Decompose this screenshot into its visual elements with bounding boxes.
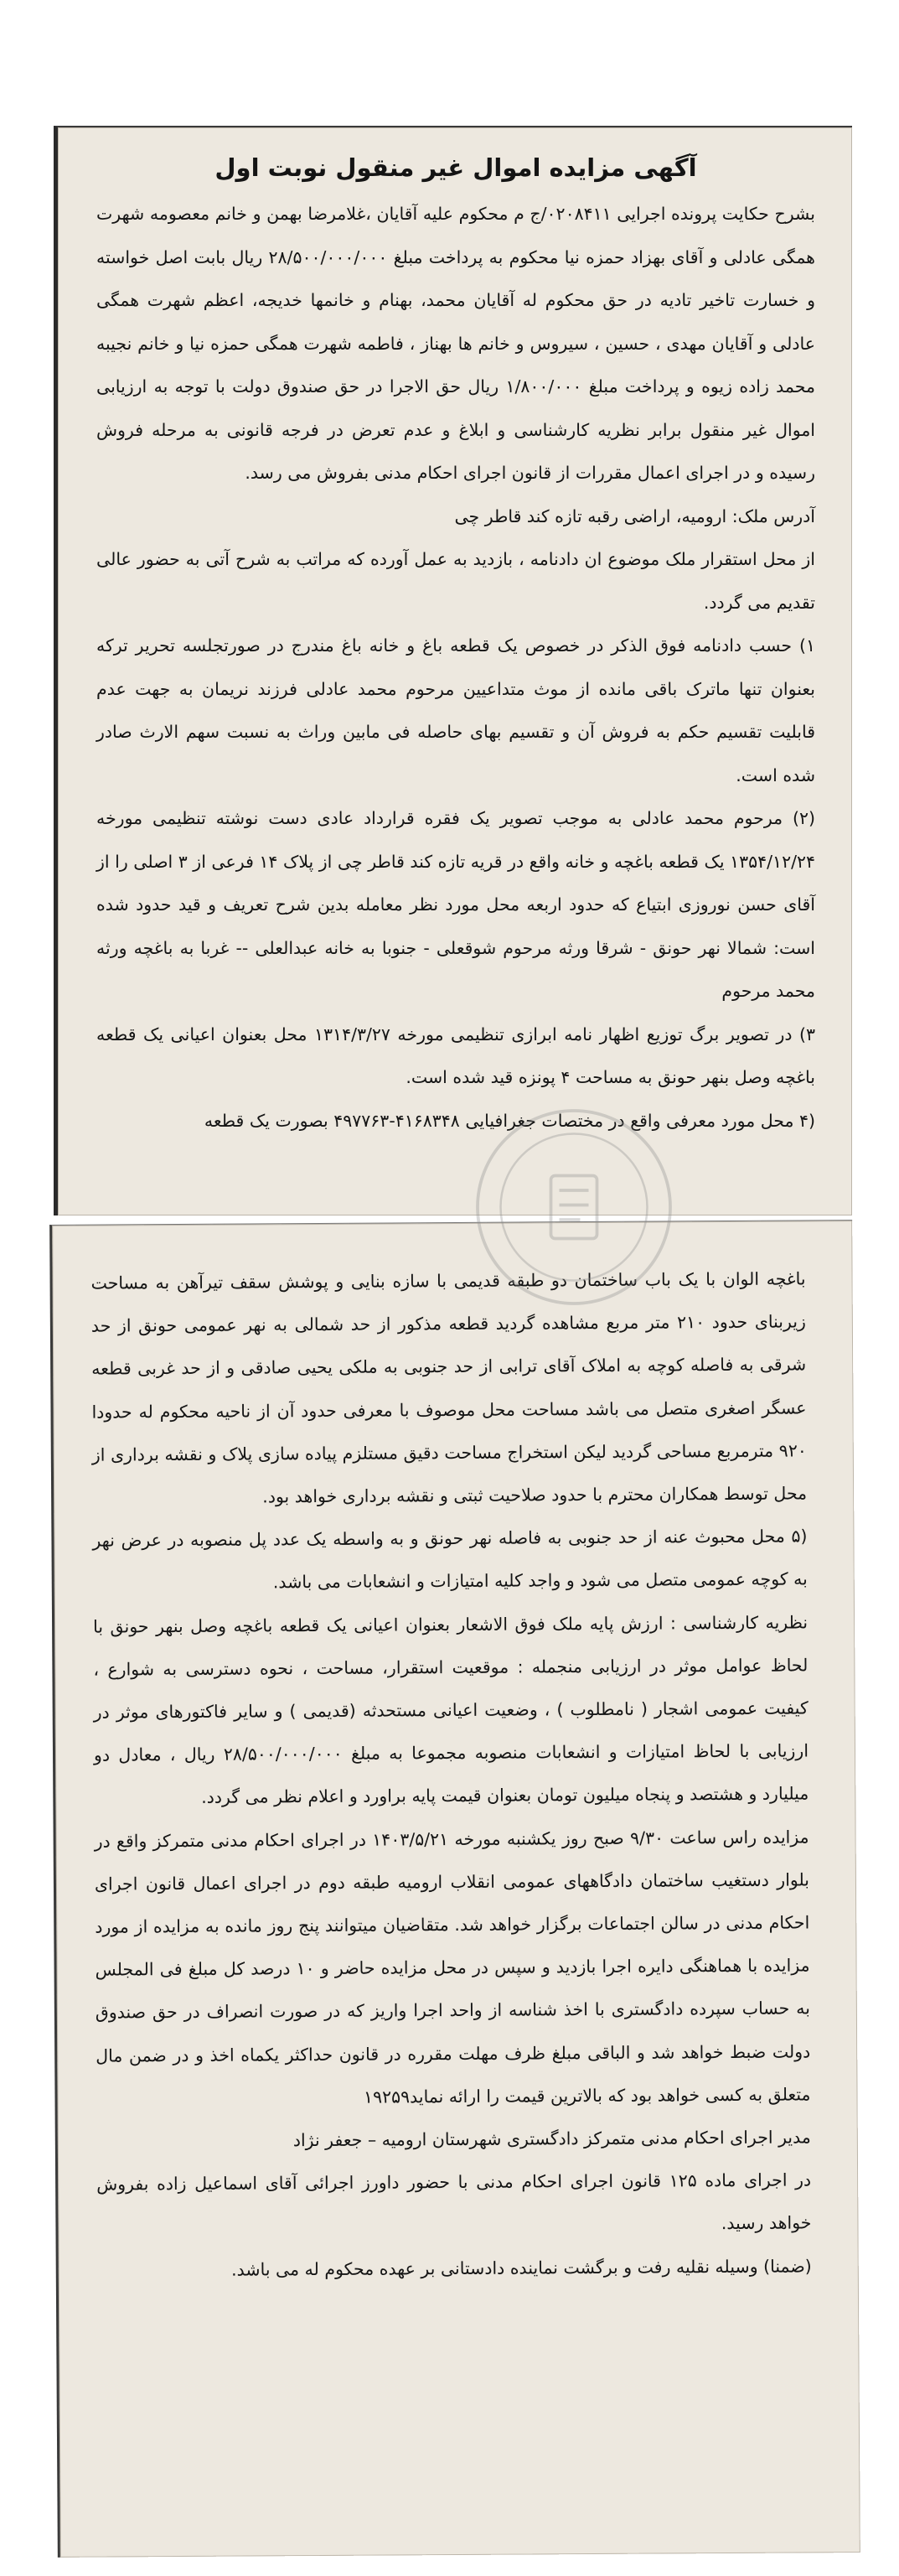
transport-note: (ضمنا) وسیله نقلیه رفت و برگشت نماینده دادستانی بر عهده محکوم له می باشد. [231, 2256, 812, 2280]
item-2-paragraph: (۲) مرحوم محمد عادلی به موجب تصویر یک فقره قرارداد عادی دست نوشته تنظیمی مورخه ۱۳۵۴/۱۲/۲۴ یک قطعه باغچه و خانه واقع در قریه تازه کند قاطر چی از پلاک ۱۴ فرعی از ۳ اصلی را از آقای حسن نوروزی ابتیاع که حدود اربعه محل مورد نظر معامله بدین شرح تعریف و قید حدود شده است: شمالا نهر حونق - شرقا ورثه مرحوم شوقعلی - جنوبا به خانه عبدالعلی -- غربا به باغچه ورثه محمد مرحوم [96, 808, 816, 1001]
item-5-paragraph: (۵ محل محبوث عنه از حد جنوبی به فاصله نهر حونق و به واسطه یک عدد پل منصوبه در عرض نهر به کوچه عمومی متصل می شود و واجد کلیه امتیازات و انشعابات می باشد. [92, 1526, 808, 1593]
intro-paragraph: بشرح حکایت پرونده اجرایی ۰۲۰۸۴۱۱/ج م محکوم علیه آقایان ،غلامرضا بهمن و خانم معصومه شهرت همگی عادلی و آقای بهزاد حمزه نیا محکوم به پرداخت مبلغ ۲۸/۵۰۰/۰۰۰/۰۰۰ ریال بابت اصل خواسته و خسارت تاخیر تادیه در حق محکوم له آقایان محمد، بهنام و خانمها خدیجه، اعظم شهرت همگی عادلی و آقایان مهدی ، حسین ، سیروس و خانم ها بهناز ، فاطمه شهرت همگی حمزه نیا و خانم نجیبه محمد زاده زیوه و پرداخت مبلغ ۱/۸۰۰/۰۰۰ ریال حق الاجرا در حق صندوق دولت با توجه به ارزیابی اموال غیر منقول برابر نظریه کارشناسی و ابلاغ و عدم تعرض در فرجه قانونی به مرحله فروش رسیده و در اجرای اعمال مقررات از قانون اجرای احکام مدنی بفروش می رسد. [96, 204, 816, 483]
property-address: آدرس ملک: ارومیه، اراضی رقبه تازه کند قاطر چی [454, 505, 815, 526]
item-4-paragraph-start: (۴ محل مورد معرفی واقع در مختصات جغرافیایی ۴۱۶۸۳۴۸-۴۹۷۷۶۳ بصورت یک قطعه [204, 1110, 815, 1131]
article-125-line: در اجرای ماده ۱۲۵ قانون اجرای احکام مدنی با حضور داورز اجرائی آقای اسماعیل زاده بفروش خواهد رسید. [96, 2169, 812, 2234]
newspaper-clipping-part-2 [49, 1220, 860, 2558]
item-4-paragraph-continued: باغچه الوان با یک باب ساختمان دو طبقه قدیمی با سازه بنایی و پوشش سقف تیرآهن به مساحت زیربنای حدود ۲۱۰ متر مربع مشاهده گردید قطعه مذکور از حد شمالی به نهر عمومی حونق از حد شرقی به فاصله کوچه به املاک آقای ترابی از حد جنوبی به ملکی یحیی صادقی و از حد غربی قطعه عسگر اصغری متصل می باشد مساحت محل موصوف با معرفی حدود آن از ناحیه محکوم له حدودا ۹۲۰ مترمربع مساحی گردید لیکن استخراج مساحت دقیق مستلزم پیاده سازی پلاک و نقشه برداری از محل توسط همکاران محترم با حدود صلاحیت ثبتی و نقشه برداری خواهد بود. [90, 1268, 808, 1507]
item-1-paragraph: ۱) حسب دادنامه فوق الذکر در خصوص یک قطعه باغ و خانه باغ مندرج در صورتجلسه تحریر ترکه بعنوان تنها ماترک باقی مانده از موث متداعیین مرحوم محمد عادلی فرزند نریمان به جهت عدم قابلیت تقسیم حکم به فروش آن و تقسیم بهای حاصله فی مابین وراث به نسبت سهم الارث صادر شده است. [96, 635, 815, 785]
auction-details-paragraph: مزایده راس ساعت ۹/۳۰ صبح روز یکشنبه مورخه ۱۴۰۳/۵/۲۱ در اجرای احکام مدنی متمرکز واقع در بلوار دستغیب ساختمان دادگاههای عمومی انقلاب ارومیه طبقه دوم در اجرای اعمال قانون اجرای احکام مدنی در سالن اجتماعات برگزار خواهد شد. متقاضیان میتوانند پنج روز مانده به مزایده از مورد مزایده با هماهنگی دایره اجرا بازدید و سپس در محل مزایده حاضر و ۱۰ درصد کل مبلغ فی المجلس به حساب سپرده دادگستری با اخذ شناسه از واحد اجرا واریز که در صورت انصراف در حق صندوق دولت ضبط خواهد شد و الباقی مبلغ ظرف مهلت مقرره در قانون حداکثر یکماه اخذ و در ضمن مال متعلق به کسی خواهد بود که بالاترین قیمت را ارائه نماید۱۹۲۵۹ [94, 1827, 811, 2107]
item-3-paragraph: ۳) در تصویر برگ توزیع اظهار نامه ابرازی تنظیمی مورخه ۱۳۱۴/۳/۲۷ محل بعنوان اعیانی یک قطعه باغچه وصل بنهر حونق به مساحت ۴ پونزه قید شده است. [96, 1024, 815, 1087]
signature-line: مدیر اجرای احکام مدنی متمرکز دادگستری شهرستان ارومیه – جعفر نژاد [292, 2127, 811, 2151]
visit-paragraph: از محل استقرار ملک موضوع ان دادنامه ، بازدید به عمل آورده که مراتب به شرح آتی به حضور عالی تقدیم می گردد. [96, 549, 815, 613]
notice-title: آگهی مزایده اموال غیر منقول نوبت اول [214, 153, 697, 182]
expert-opinion-paragraph: نظریه کارشناسی : ارزش پایه ملک فوق الاشعار بعنوان اعیانی یک قطعه باغچه وصل بنهر حونق با لحاظ عوامل موثر در ارزیابی منجمله : موقعیت استقرار، مساحت ، نحوه دسترسی به شوارع ، کیفیت عمومی اشجار ( نامطلوب ) ، وضعیت اعیانی مستحدثه (قدیمی ) و سایر فاکتورهای موثر در ارزیابی با لحاظ امتیازات و انشعابات منصوبه مجموعا به مبلغ ۲۸/۵۰۰/۰۰۰/۰۰۰ ریال ، معادل دو میلیارد و هشتصد و پنجاه میلیون تومان بعنوان قیمت پایه براورد و اعلام نظر می گردد. [93, 1612, 809, 1808]
newspaper-clipping-part-1 [54, 126, 852, 1215]
